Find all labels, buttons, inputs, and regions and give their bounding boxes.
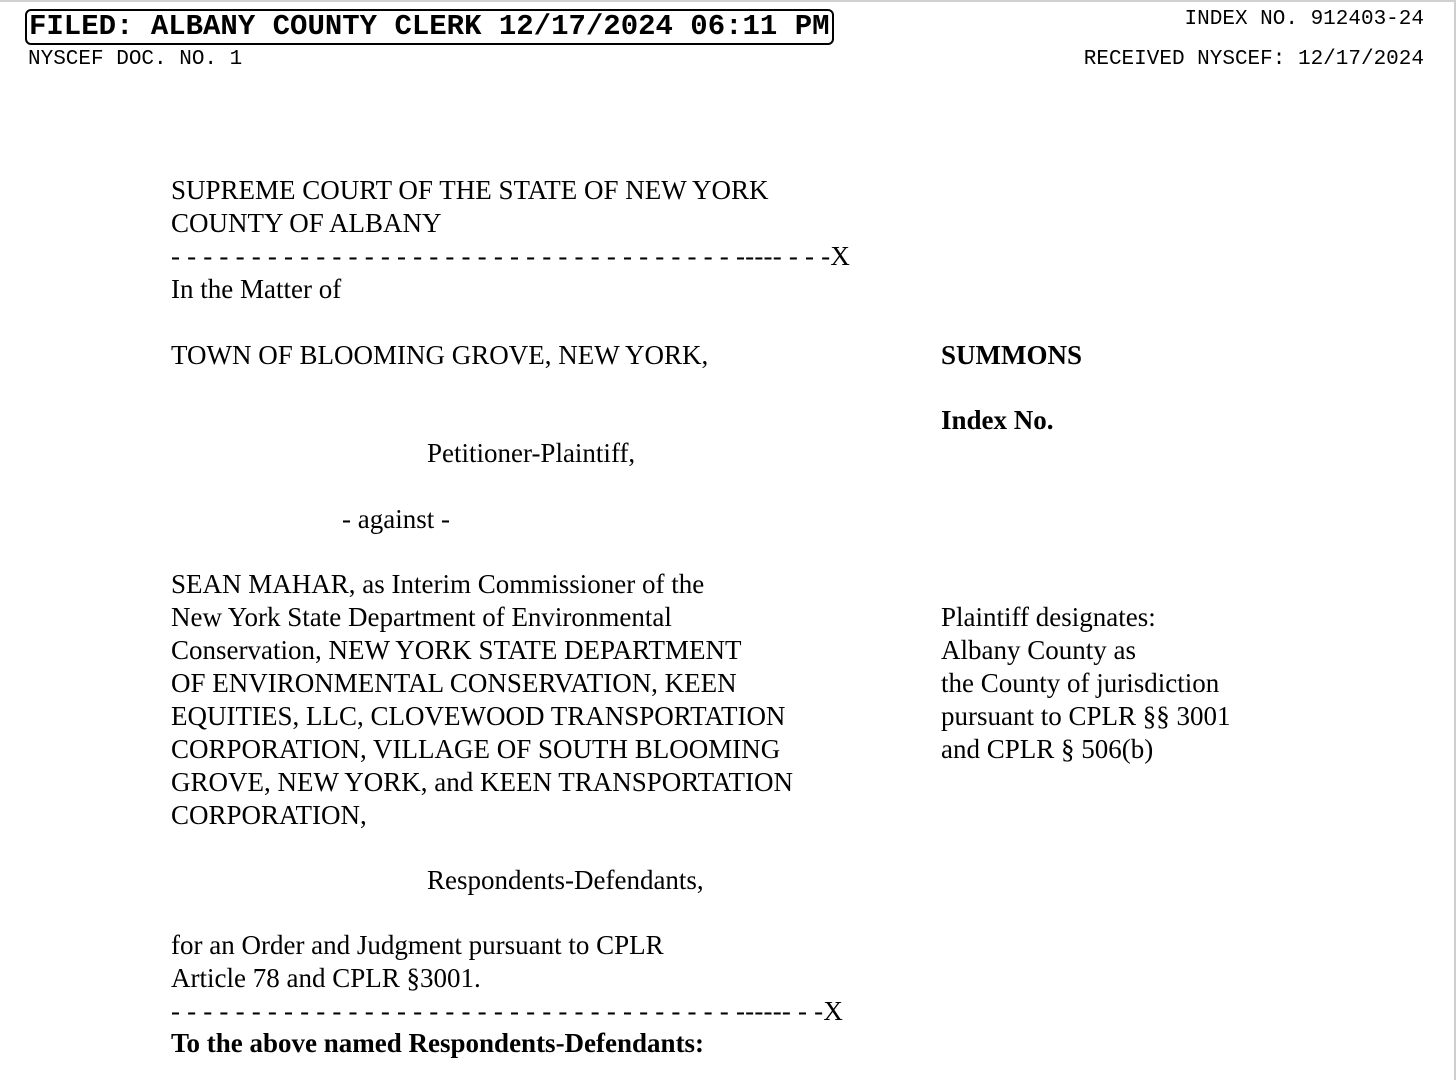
petitioner-name: TOWN OF BLOOMING GROVE, NEW YORK,: [171, 340, 709, 370]
respondents-list: [171, 568, 793, 832]
index-number-label: Index No.: [941, 405, 1054, 435]
matter-of-label: In the Matter of: [171, 274, 342, 304]
respondents-line: SEAN MAHAR, as Interim Commissioner of the: [171, 569, 705, 599]
respondents-line: New York State Department of Environmental: [171, 602, 672, 632]
venue-line: Plaintiff designates:: [941, 602, 1156, 632]
county-name: COUNTY OF ALBANY: [171, 208, 442, 238]
respondents-role: Respondents-Defendants,: [427, 865, 704, 895]
venue-designation: [941, 601, 1231, 766]
venue-line: the County of jurisdiction: [941, 668, 1220, 698]
venue-line: Albany County as: [941, 635, 1136, 665]
filed-stamp: FILED: ALBANY COUNTY CLERK 12/17/2024 06:11 PM: [25, 9, 834, 45]
against-label: - against -: [342, 504, 450, 534]
received-date: RECEIVED NYSCEF: 12/17/2024: [1083, 48, 1424, 71]
document-type: SUMMONS: [941, 340, 1082, 370]
petitioner-role: Petitioner-Plaintiff,: [427, 438, 636, 468]
page-top-border: [0, 0, 1456, 2]
salutation: To the above named Respondents-Defendants:: [171, 1028, 705, 1058]
respondents-line: Conservation, NEW YORK STATE DEPARTMENT: [171, 635, 742, 665]
respondents-line: CORPORATION,: [171, 800, 367, 830]
respondents-line: CORPORATION, VILLAGE OF SOUTH BLOOMING: [171, 734, 781, 764]
relief-line-2: Article 78 and CPLR §3001.: [171, 963, 481, 993]
respondents-line: OF ENVIRONMENTAL CONSERVATION, KEEN: [171, 668, 737, 698]
caption-divider-bottom: - - - - - - - - - - - - - - - - - - - - - - - - - - - - - - - - - - - ------ - -X: [171, 996, 844, 1026]
court-name: SUPREME COURT OF THE STATE OF NEW YORK: [171, 175, 769, 205]
venue-line: pursuant to CPLR §§ 3001: [941, 701, 1231, 731]
caption-divider-top: - - - - - - - - - - - - - - - - - - - - - - - - - - - - - - - - - - - ----- - - -X: [171, 241, 851, 271]
venue-line: and CPLR § 506(b): [941, 734, 1154, 764]
relief-line-1: for an Order and Judgment pursuant to CPLR: [171, 930, 664, 960]
respondents-line: GROVE, NEW YORK, and KEEN TRANSPORTATION: [171, 767, 793, 797]
nyscef-doc-number: NYSCEF DOC. NO. 1: [28, 48, 243, 71]
respondents-line: EQUITIES, LLC, CLOVEWOOD TRANSPORTATION: [171, 701, 786, 731]
index-number-header: INDEX NO. 912403-24: [1184, 8, 1424, 31]
